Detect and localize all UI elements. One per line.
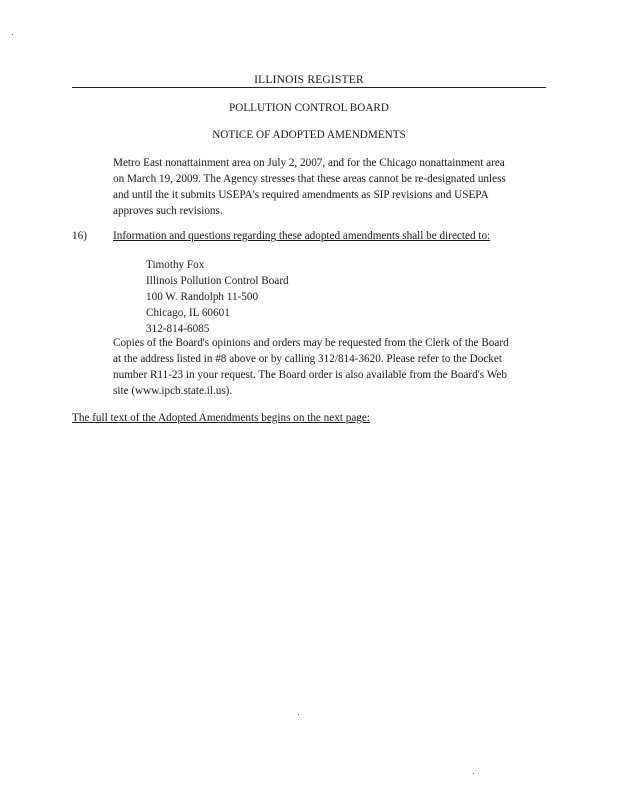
paragraph-nonattainment [113, 155, 545, 219]
paragraph-line: at the address listed in #8 above or by calling 312/814-3620. Please refer to the Docket [113, 353, 502, 365]
item-number: 16) [72, 230, 87, 242]
contact-street: 100 W. Randolph 11-500 [146, 291, 259, 303]
paragraph-line: approves such revisions. [113, 205, 223, 217]
contact-city: Chicago, IL 60601 [146, 307, 230, 319]
scan-speck [298, 714, 299, 715]
paragraph-line: on March 19, 2009. The Agency stresses that these areas cannot be re-designated unless [113, 173, 506, 185]
notice-heading: NOTICE OF ADOPTED AMENDMENTS [212, 129, 406, 141]
header-rule [72, 87, 546, 88]
paragraph-line: Copies of the Board's opinions and orders may be requested from the Clerk of the Board [113, 337, 509, 349]
paragraph-line: number R11-23 in your request. The Board order is also available from the Board's Web [113, 369, 507, 381]
register-title: ILLINOIS REGISTER [254, 74, 364, 86]
paragraph-line: site (www.ipcb.state.il.us). [113, 385, 233, 397]
paragraph-line: Metro East nonattainment area on July 2, 2007, and for the Chicago nonattainment area [113, 157, 505, 169]
closing-line: The full text of the Adopted Amendments begins on the next page: [72, 412, 370, 424]
contact-phone: 312-814-6085 [146, 323, 210, 335]
scan-speck [473, 773, 474, 774]
contact-name: Timothy Fox [146, 259, 205, 271]
contact-block [146, 257, 289, 337]
board-heading: POLLUTION CONTROL BOARD [229, 102, 389, 114]
contact-organization: Illinois Pollution Control Board [146, 275, 289, 287]
scan-speck [12, 34, 13, 35]
paragraph-copies [113, 335, 545, 399]
item-heading: Information and questions regarding these adopted amendments shall be directed to: [113, 230, 491, 242]
paragraph-line: and until the it submits USEPA's required amendments as SIP revisions and USEPA [113, 189, 489, 201]
